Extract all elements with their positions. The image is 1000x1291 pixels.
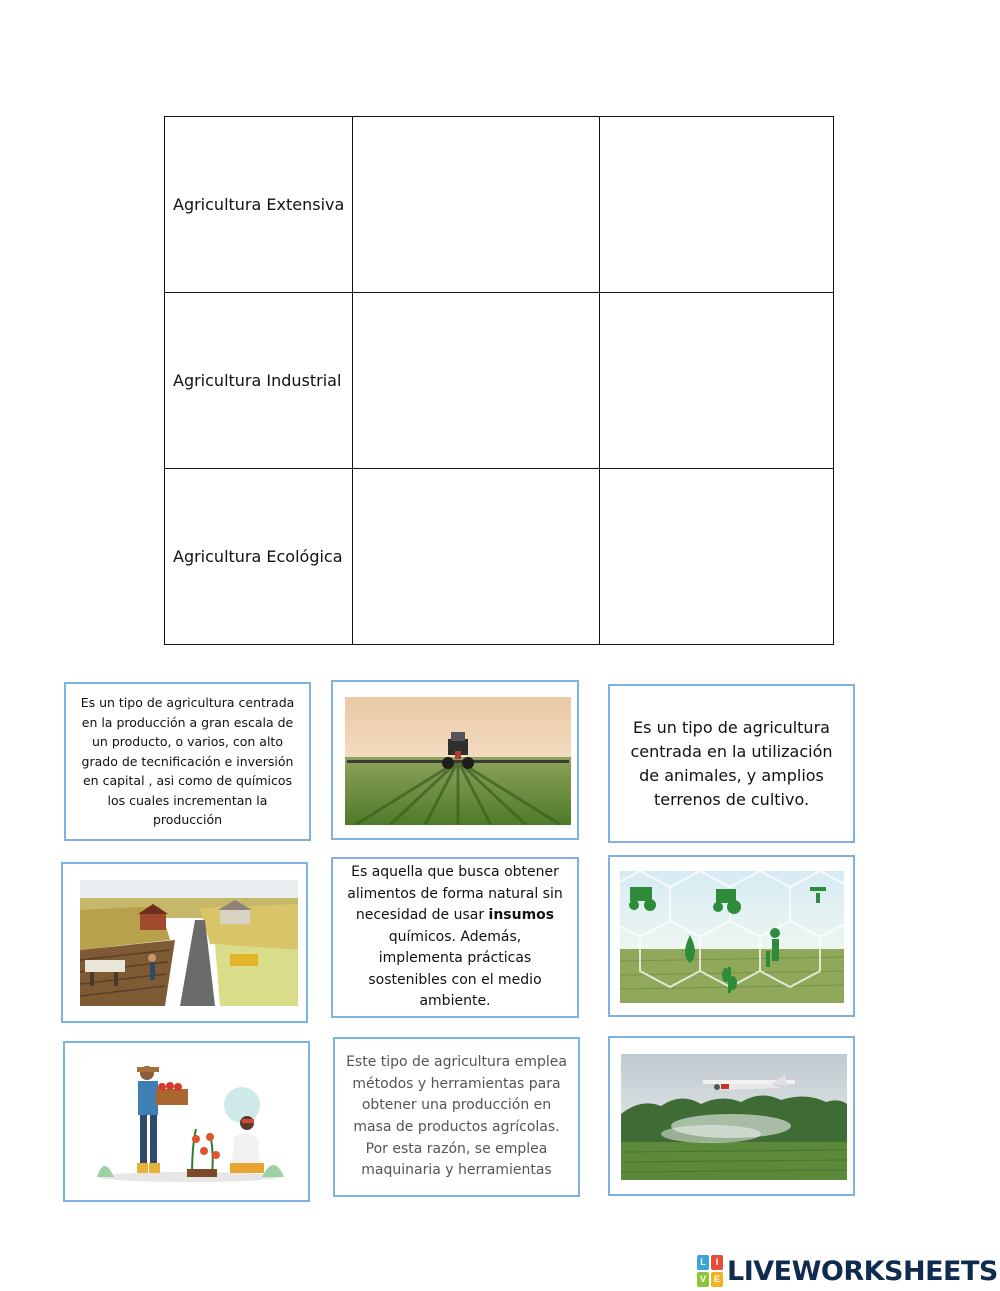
logo-text: LIVEWORKSHEETS — [727, 1255, 998, 1287]
drop-zone[interactable] — [353, 293, 600, 469]
image-card-smart-farming[interactable] — [608, 855, 855, 1017]
image-card-crop-duster[interactable] — [608, 1036, 855, 1196]
card-text: Este tipo de agricultura emplea métodos y herramientas para obtener una producción en masa de productos agrícolas. Por esta razón, se emplea maquinaria y herramientas — [346, 1054, 567, 1179]
liveworksheets-logo — [697, 1254, 998, 1288]
logo-letter: E — [711, 1272, 723, 1287]
image-card-farmers[interactable] — [63, 1041, 310, 1202]
farm-landscape-image — [80, 880, 298, 1006]
drop-zone[interactable] — [353, 117, 600, 293]
definition-card-industrial[interactable] — [64, 682, 311, 841]
card-text: Es un tipo de agricultura centrada en la utilización de animales, y amplios terrenos de cultivo. — [630, 717, 833, 809]
image-card-tractor-field[interactable] — [331, 680, 579, 840]
classification-table — [164, 116, 834, 645]
card-text-after: químicos. Además, implementa prácticas sostenibles con el medio ambiente. — [368, 928, 542, 1010]
farmers-harvest-image — [92, 1065, 287, 1183]
card-text — [333, 862, 577, 1013]
logo-mark — [697, 1255, 723, 1287]
image-card-farm-landscape[interactable] — [61, 862, 308, 1023]
definition-card-extensive[interactable] — [608, 684, 855, 843]
definition-card-ecological[interactable] — [331, 857, 579, 1018]
table-row — [165, 293, 834, 469]
card-text-bold: insumos — [488, 907, 555, 924]
drop-zone[interactable] — [600, 117, 834, 293]
table-row — [165, 117, 834, 293]
drop-zone[interactable] — [353, 469, 600, 645]
logo-letter: V — [697, 1272, 709, 1287]
drop-zone[interactable] — [600, 469, 834, 645]
logo-letter: I — [711, 1255, 723, 1270]
logo-letter: L — [697, 1255, 709, 1270]
row-label-extensiva: Agricultura Extensiva — [165, 117, 353, 293]
drop-zone[interactable] — [600, 293, 834, 469]
card-text: Es un tipo de agricultura centrada en la producción a gran escala de un producto, o varios, con alto grado de tecnificación e inversión en capital , asi como de químicos los cuales incrementan la producción — [80, 695, 295, 828]
tractor-field-image — [345, 697, 571, 825]
card-text-before: Es aquella que busca obtener alimentos de forma natural sin necesidad de usar — [347, 863, 563, 924]
smart-farming-image — [620, 871, 844, 1003]
definition-card-mass-production[interactable] — [333, 1037, 580, 1197]
row-label-ecologica: Agricultura Ecológica — [165, 469, 353, 645]
table-row — [165, 469, 834, 645]
crop-duster-image — [621, 1054, 847, 1180]
row-label-industrial: Agricultura Industrial — [165, 293, 353, 469]
